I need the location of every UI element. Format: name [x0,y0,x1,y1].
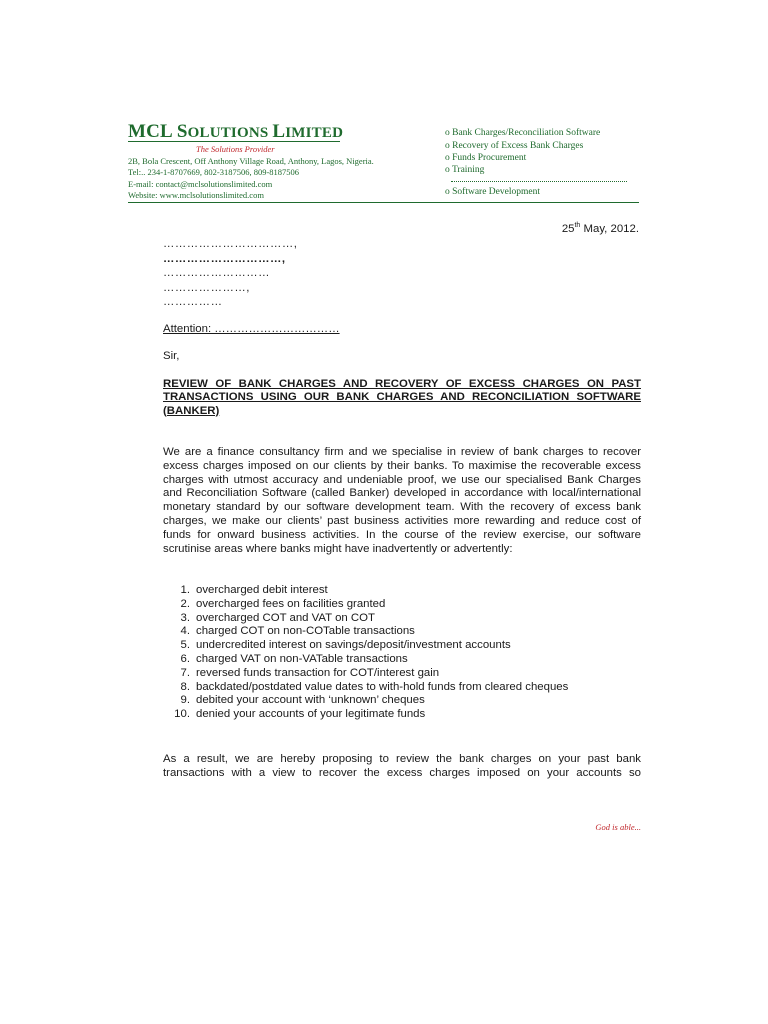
list-item: 6. charged VAT on non-VATable transactions [180,652,408,665]
recipient-address-line: …………………………, [163,253,286,265]
company-address: 2B, Bola Crescent, Off Anthony Village Road, Anthony, Lagos, Nigeria. [128,156,374,166]
list-item-text: undercredited interest on savings/deposit/investment accounts [196,639,511,652]
service-item: o Funds Procurement [445,153,527,163]
service-item: o Bank Charges/Reconciliation Software [445,128,601,138]
list-item-text: denied your accounts of your legitimate funds [196,708,426,721]
date-month-year: May, 2012. [580,223,639,235]
company-name-underline [128,141,340,142]
list-item-text: backdated/postdated value dates to with-hold funds from cleared cheques [196,680,569,693]
company-email: E-mail: contact@mclsolutionslimited.com [128,179,273,189]
list-item-text: charged COT on non-COTable transactions [196,625,415,638]
service-item: o Software Development [445,187,540,197]
list-item: 2. overcharged fees on facilities granted [180,597,386,610]
issues-list [163,584,643,722]
date-day: 25 [561,223,575,235]
list-item: 1. overcharged debit interest [180,584,328,596]
recipient-address-line: …………… [163,296,223,308]
list-item-text: overcharged fees on facilities granted [196,597,386,610]
attention-line: Attention: …………………………… [163,323,340,335]
company-telephone: Tel:.. 234-1-8707669, 802-3187506, 809-8187506 [128,167,300,177]
company-name-part-3: IMITED [285,125,344,141]
salutation: Sir, [163,350,180,362]
letterhead-divider [128,202,639,203]
list-item: 9. debited your account with ‘unknown’ cheques [180,694,425,707]
list-item: 4. charged COT on non-COTable transactions [180,625,415,638]
list-item: 8. backdated/postdated value dates to with-hold funds from cleared cheques [180,680,569,693]
company-name-part-1: MCL [128,121,177,142]
company-name-initial-s: S [176,121,188,142]
list-item-text: overcharged debit interest [196,584,328,596]
service-item: o Recovery of Excess Bank Charges [445,141,584,151]
date-suffix: th [574,222,581,230]
letter-subject: REVIEW OF BANK CHARGES AND RECOVERY OF EXCESS CHARGES ON PAST TRANSACTIONS USING OUR BANK CHARGES AND RECONCILIATION SOFTWARE (BANKER) [163,378,641,417]
body-paragraph-proposal: As a result, we are hereby proposing to review the bank charges on your past bank transactions with a view to recover the excess charges imposed on your accounts so [163,753,641,779]
list-item-text: reversed funds transaction for COT/interest gain [196,666,440,679]
letter-date [562,223,639,235]
list-item: 10. denied your accounts of your legitimate funds [174,708,426,721]
company-name [128,121,343,143]
recipient-address-line: ……………………… [163,267,271,279]
list-item-text: overcharged COT and VAT on COT [196,611,375,624]
service-item: o Training [445,165,485,175]
list-item-text: debited your account with ‘unknown’ cheques [196,694,425,707]
list-item-text: charged VAT on non-VATable transactions [196,652,408,665]
list-item: 3. overcharged COT and VAT on COT [180,611,375,624]
company-tagline: The Solutions Provider [196,144,275,154]
recipient-address-line: …………………, [163,282,250,294]
body-paragraph-intro: We are a finance consultancy firm and we specialise in review of bank charges to recover excess charges imposed on our clients by their banks. To maximise the recoverable excess charges with utmost accuracy and undeniable proof, we use our specialised Bank Charges and Reconciliation Software (called Banker) developed in accordance with local/international monetary standard by our software development team. With the recovery of excess bank charges, we make our clients’ past business activities more rewarding and reduce cost of funds for onward business activities. In the course of the review exercise, our software scrutinise areas where banks might have inadvertently or advertently: [163,446,641,555]
recipient-address-line: ……………………………, [163,238,298,250]
company-website: Website: www.mclsolutionslimited.com [128,190,264,200]
page-footer-motto: God is able... [595,822,641,832]
list-item: 5. undercredited interest on savings/deposit/investment accounts [180,639,511,652]
services-divider [451,181,627,182]
company-name-initial-l: L [272,121,286,142]
list-item: 7. reversed funds transaction for COT/interest gain [180,666,440,679]
company-name-part-2: OLUTIONS [187,125,273,141]
